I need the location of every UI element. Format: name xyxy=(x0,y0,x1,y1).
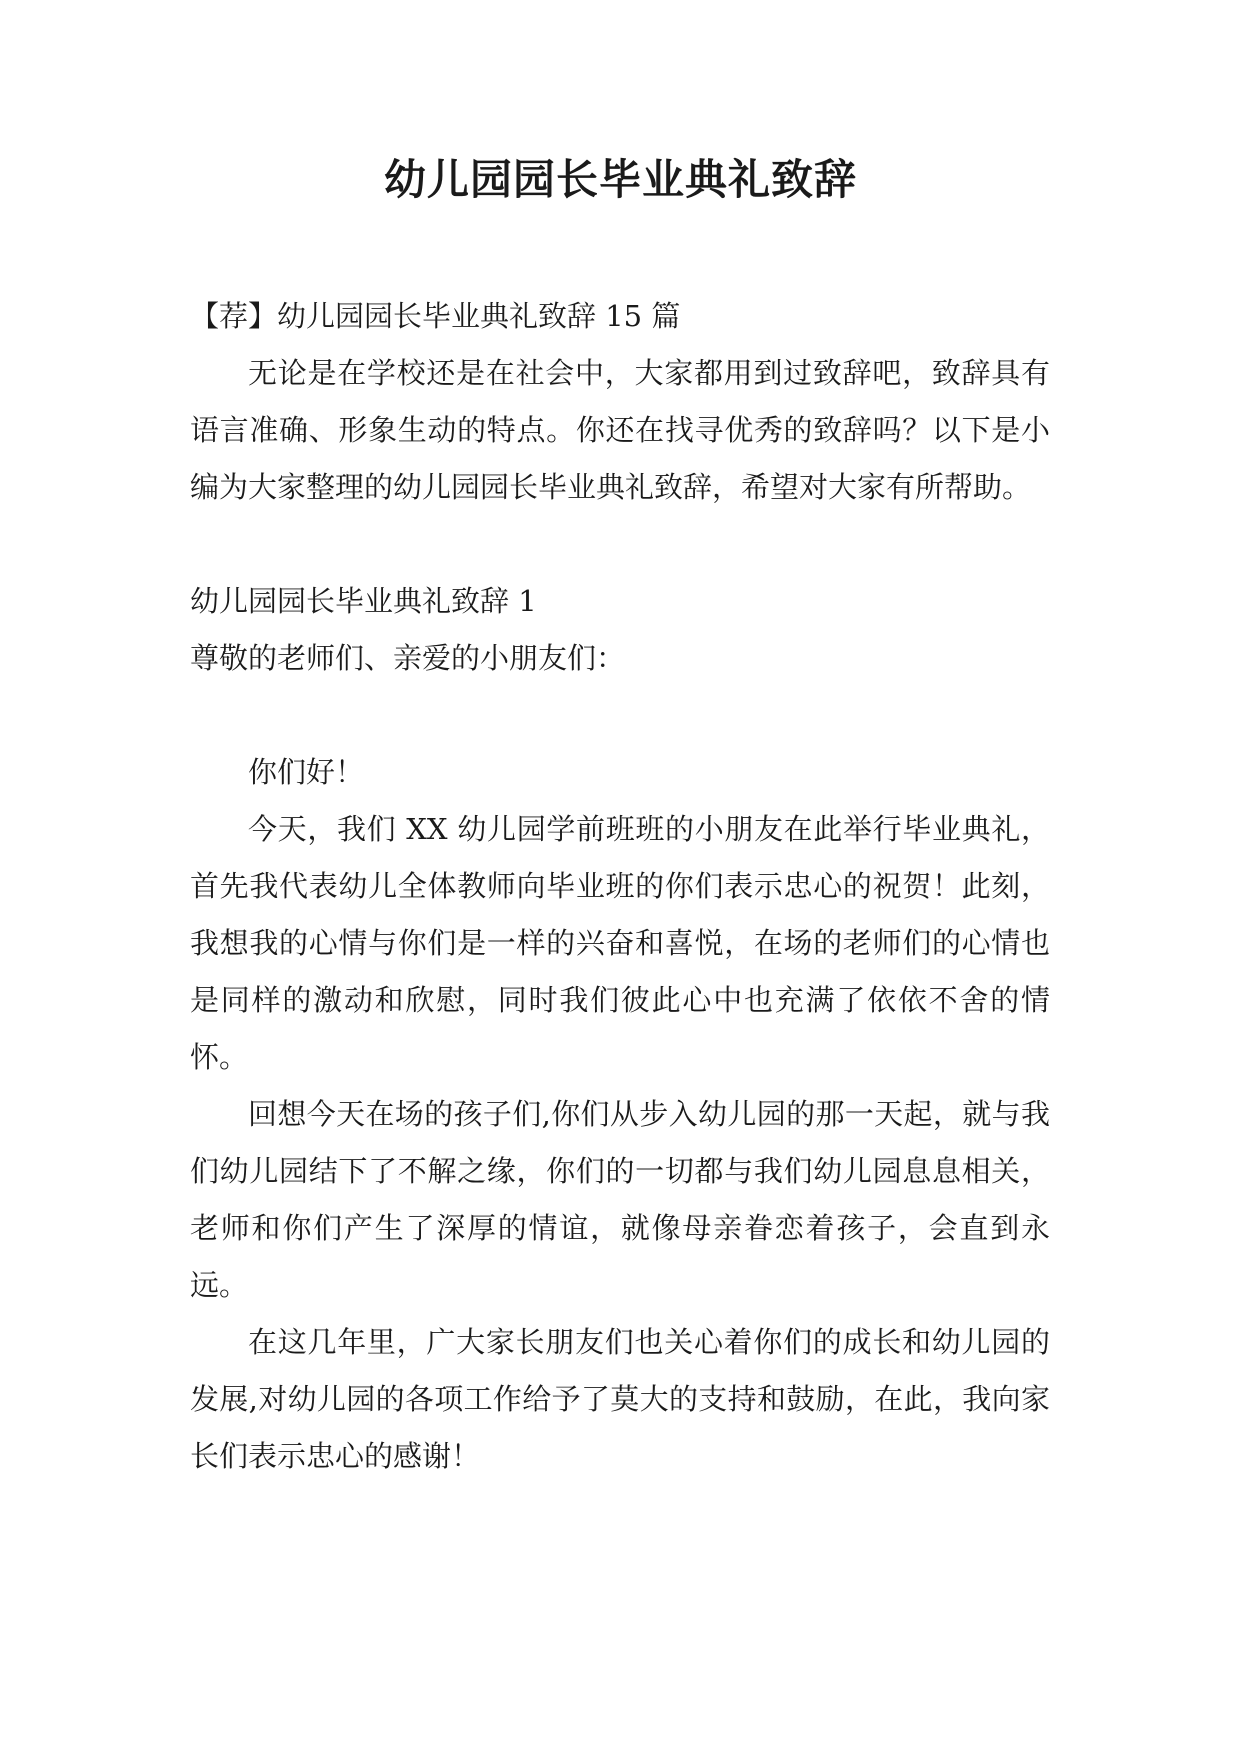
body-paragraph: 在这几年里，广大家长朋友们也关心着你们的成长和幼儿园的发展,对幼儿园的各项工作给予了莫大的支持和鼓励，在此，我向家长们表示忠心的感谢！ xyxy=(190,1325,1050,1473)
greeting: 你们好！ xyxy=(248,755,365,789)
recommend-line: 【荐】幼儿园园长毕业典礼致辞 15 篇 xyxy=(190,299,681,333)
body-paragraph: 回想今天在场的孩子们,你们从步入幼儿园的那一天起，就与我们幼儿园结下了不解之缘，你们的一切都与我们幼儿园息息相关，老师和你们产生了深厚的情谊，就像母亲眷恋着孩子，会直到永远。 xyxy=(190,1097,1050,1302)
body-paragraph: 今天，我们 XX 幼儿园学前班班的小朋友在此举行毕业典礼，首先我代表幼儿全体教师向毕业班的你们表示忠心的祝贺！此刻，我想我的心情与你们是一样的兴奋和喜悦，在场的老师们的心情也是同样的激动和欣慰，同时我们彼此心中也充满了依依不舍的情怀。 xyxy=(190,812,1050,1074)
document-title: 幼儿园园长毕业典礼致辞 xyxy=(383,155,857,204)
section-heading: 幼儿园园长毕业典礼致辞 1 xyxy=(190,584,537,618)
salutation: 尊敬的老师们、亲爱的小朋友们： xyxy=(190,641,626,675)
document-body xyxy=(190,288,1050,1485)
intro-paragraph: 无论是在学校还是在社会中，大家都用到过致辞吧，致辞具有语言准确、形象生动的特点。你还在找寻优秀的致辞吗？以下是小编为大家整理的幼儿园园长毕业典礼致辞，希望对大家有所帮助。 xyxy=(190,356,1050,504)
